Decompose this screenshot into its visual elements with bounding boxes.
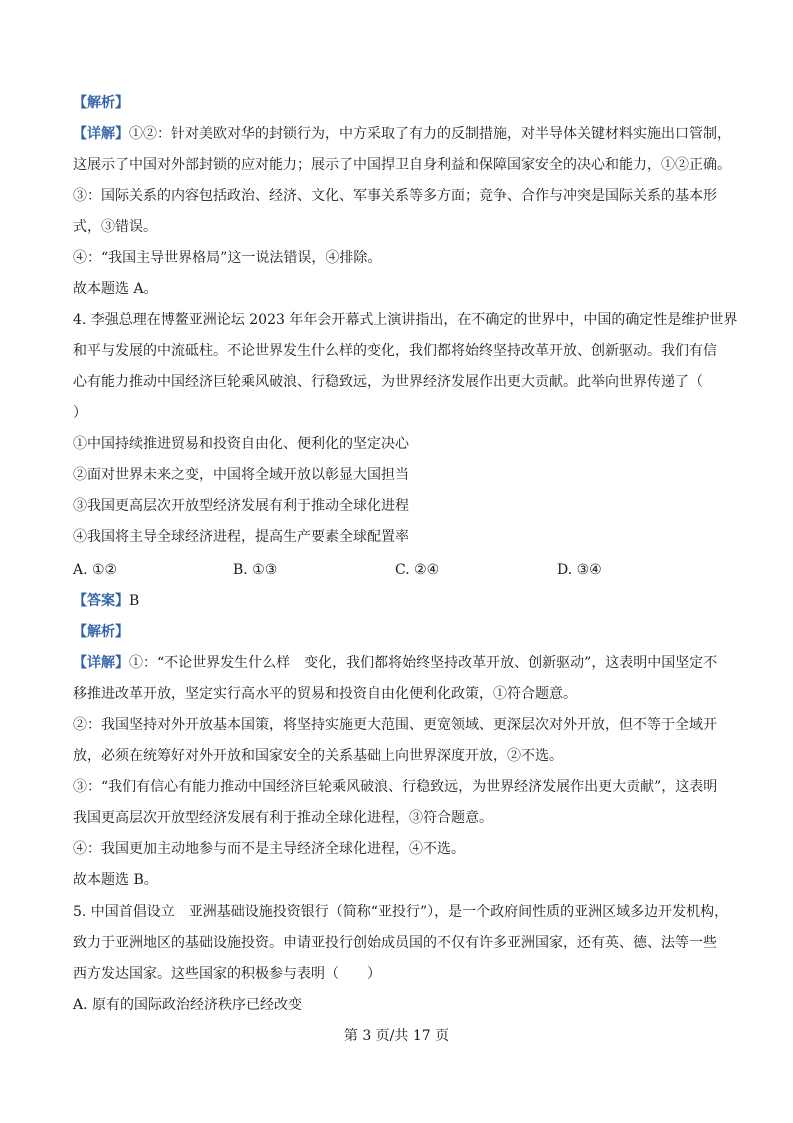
detail-paragraph-line: ④：“我国主导世界格局”这一说法错误，④排除。 (73, 250, 382, 266)
answer-value: B (129, 593, 140, 609)
statement-1: ①中国持续推进贸易和投资自由化、便利化的坚定决心 (73, 436, 409, 452)
detail-paragraph-line: ③：国际关系的内容包括政治、经济、文化、军事关系等多方面；竞争、合作与冲突是国际关系的基本形 (73, 188, 717, 204)
detail-paragraph-line (73, 124, 731, 144)
statement-3: ③我国更高层次开放型经济发展有利于推动全球化进程 (73, 498, 409, 514)
page-number: 第 3 页/共 17 页 (343, 1028, 450, 1044)
question-stem: 和平与发展的中流砥柱。不论世界发生什么样的变化，我们都将始终坚持改革开放、创新驱动。我们有信 (73, 343, 717, 359)
detail-paragraph-line: 我国更高层次开放型经济发展有利于推动全球化进程，③符合题意。 (73, 810, 493, 826)
detail-paragraph-line (73, 653, 717, 673)
conclusion-line: 故本题选 A。 (73, 281, 158, 297)
question-stem: 4. 李强总理在博鳌亚洲论坛 2023 年年会开幕式上演讲指出，在不确定的世界中，中国的确定性是维护世界 (73, 312, 738, 328)
analysis-heading: 【解析】 (73, 624, 129, 640)
answer-line (73, 591, 139, 611)
detail-paragraph-line: ④：我国更加主动地参与而不是主导经济全球化进程，④不选。 (73, 841, 465, 857)
question-stem: 5. 中国首倡设立 亚洲基础设施投资银行（简称“亚投行”），是一个政府间性质的亚洲区域多边开发机构， (73, 904, 729, 920)
analysis-heading: 【解析】 (73, 95, 129, 111)
statement-2: ②面对世界未来之变，中国将全域开放以彰显大国担当 (73, 467, 409, 483)
question-stem: ） (73, 405, 87, 421)
option-a: A. ①② (73, 562, 118, 578)
detail-heading: 【详解】 (73, 655, 129, 671)
detail-heading: 【详解】 (73, 126, 129, 142)
detail-paragraph-line: 式，③错误。 (73, 219, 157, 235)
question-stem: 致力于亚洲地区的基础设施投资。申请亚投行创始成员国的不仅有许多亚洲国家，还有英、德、法等一些 (73, 935, 717, 951)
option-b: B. ①③ (233, 562, 278, 578)
detail-paragraph-line: 这展示了中国对外部封锁的应对能力；展示了中国捍卫自身利益和保障国家安全的决心和能力，①②正确。 (73, 157, 731, 173)
question-stem: 心有能力推动中国经济巨轮乘风破浪、行稳致远，为世界经济发展作出更大贡献。此举向世界传递了（ (73, 374, 703, 390)
detail-text: ①：“不论世界发生什么样 变化，我们都将始终坚持改革开放、创新驱动”，这表明中国坚定不 (129, 655, 718, 671)
option-c: C. ②④ (395, 562, 440, 578)
detail-paragraph-line: 放，必须在统筹好对外开放和国家安全的关系基础上向世界深度开放，②不选。 (73, 748, 563, 764)
option-d: D. ③④ (557, 562, 602, 578)
option-a: A. 原有的国际政治经济秩序已经改变 (73, 997, 303, 1013)
detail-paragraph-line: 移推进改革开放，坚定实行高水平的贸易和投资自由化便利化政策，①符合题意。 (73, 686, 577, 702)
answer-heading: 【答案】 (73, 593, 129, 609)
detail-text: ①②：针对美欧对华的封锁行为，中方采取了有力的反制措施，对半导体关键材料实施出口管制， (129, 126, 731, 142)
statement-4: ④我国将主导全球经济进程，提高生产要素全球配置率 (73, 529, 409, 545)
question-stem: 西方发达国家。这些国家的积极参与表明（ ） (73, 966, 381, 982)
detail-paragraph-line: ③：“我们有信心有能力推动中国经济巨轮乘风破浪、行稳致远，为世界经济发展作出更大贡献”，这表明 (73, 779, 718, 795)
detail-paragraph-line: ②：我国坚持对外开放基本国策，将坚持实施更大范围、更宽领域、更深层次对外开放，但不等于全域开 (73, 717, 717, 733)
conclusion-line: 故本题选 B。 (73, 872, 158, 888)
